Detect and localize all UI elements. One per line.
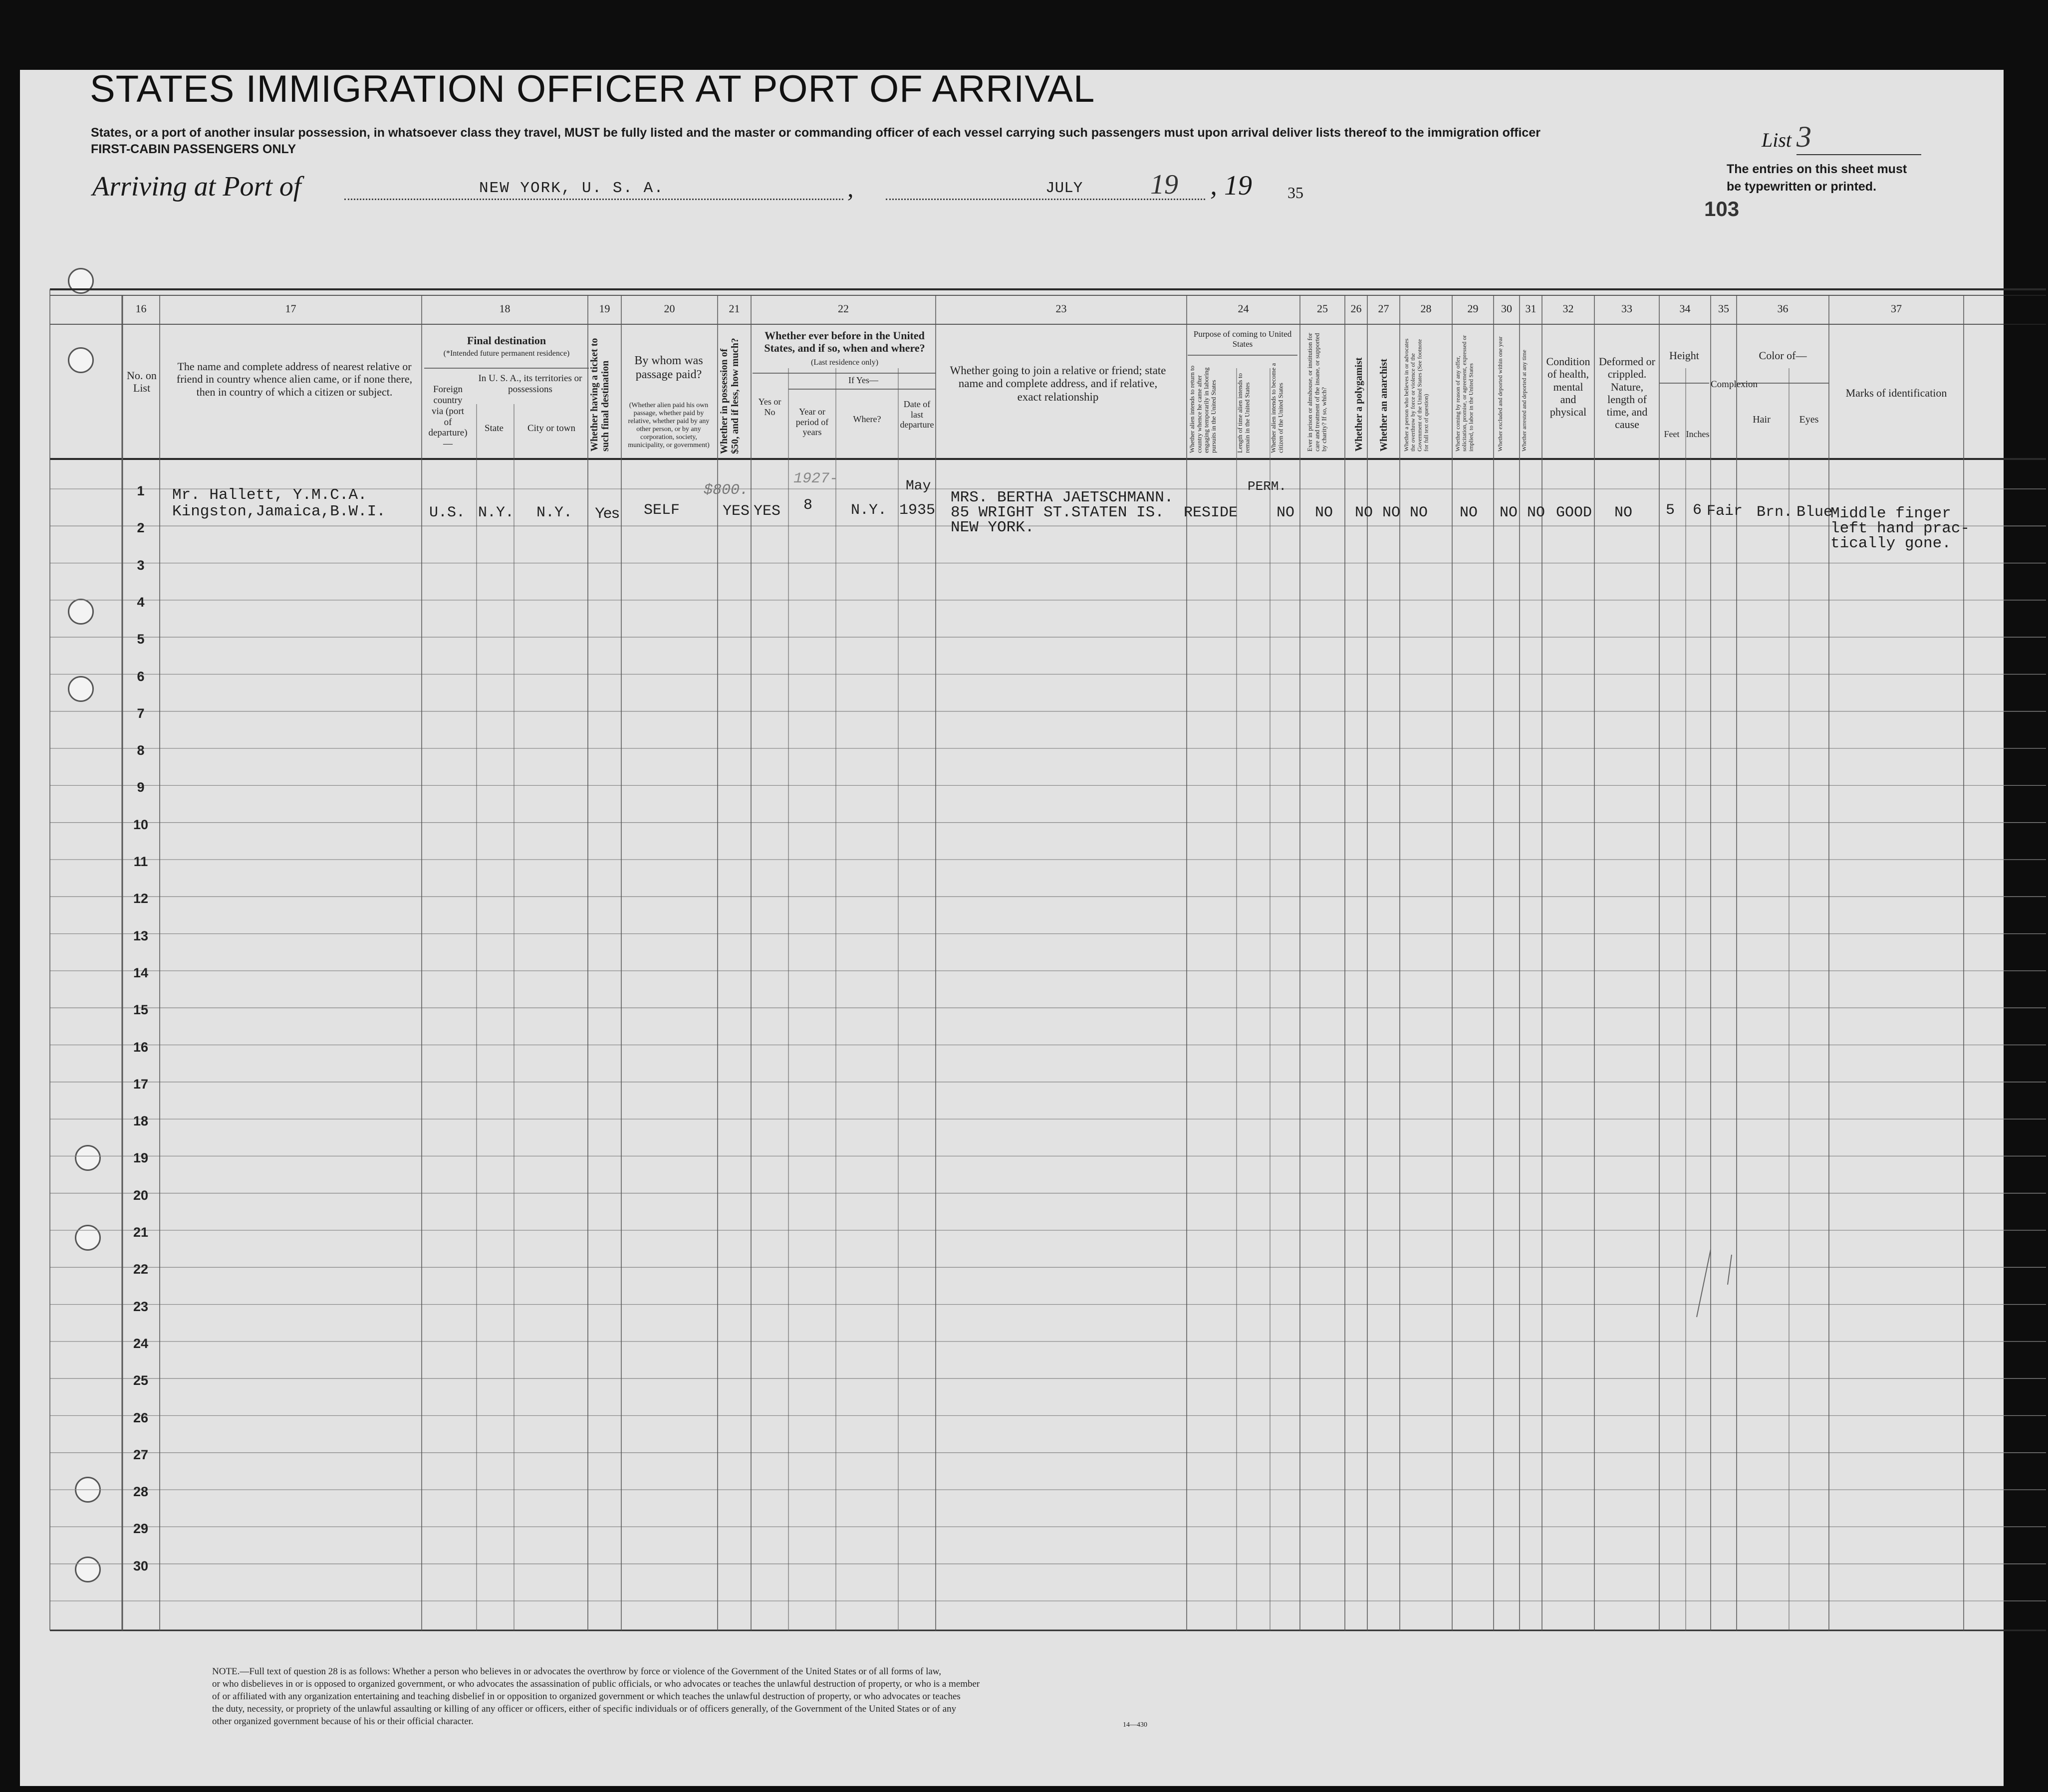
entry-address-2: Kingston,Jamaica,B.W.I. [172, 503, 386, 520]
col-37-heading: Marks of identification [1845, 387, 1947, 399]
row-number: 12 [133, 891, 149, 906]
month-value: JULY [1045, 180, 1083, 197]
entry-col-26: NO [1355, 504, 1373, 521]
row-number: 4 [137, 594, 145, 610]
col-18-heading: Final destination [467, 334, 546, 347]
row-number: 20 [133, 1187, 149, 1203]
row-number: 16 [133, 1039, 149, 1055]
column-number: 37 [1891, 302, 1902, 315]
column-number: 21 [729, 302, 740, 315]
col-36-heading: Color of— [1759, 349, 1807, 362]
col-26-heading: Whether a polygamist [1353, 357, 1364, 451]
row-number: 15 [133, 1002, 149, 1018]
col-22-heading: Whether ever before in the United States, and if so, when and where? [764, 329, 925, 355]
col-23-heading: Whether going to join a relative or friend; state name and complete address, and if relative, exact relationship [950, 364, 1166, 403]
col-24a-heading: Whether alien intends to return to country whence he came after engaging temporarily in laboring pursuits in the United States [1188, 365, 1217, 453]
col-18-foreign-heading: Foreign country via (port of departure)— [428, 384, 468, 449]
col-36-eyes: Eyes [1799, 414, 1819, 425]
instructions-text: States, or a port of another insular possession, in whatsoever class they travel, MUST be fully listed and the master or commanding officer of each vessel carrying such passengers must upon arrival deliver lists thereof to the immigration officer [91, 126, 1540, 140]
row-number: 21 [133, 1225, 149, 1240]
column-number: 24 [1238, 302, 1249, 315]
col-32-heading: Condition of health, mental and physical [1546, 355, 1590, 419]
row-number: 11 [133, 854, 148, 869]
col-17-heading: The name and complete address of nearest relative or friend in country whence alien came, or if none there, then in country of which a citizen or subject. [176, 360, 413, 398]
column-number: 35 [1718, 302, 1729, 315]
column-number: 36 [1777, 302, 1789, 315]
row-number: 1 [137, 483, 145, 498]
list-number: 3 [1796, 120, 1921, 155]
col-29-heading: Whether coming by reason of any offer, solicitation, promise, or agreement, expressed or implied, to labor in the United States [1454, 335, 1475, 451]
col-18-state-heading: State [485, 423, 504, 434]
entry-ticket: Yes [595, 505, 619, 521]
entry-departure-month: May [906, 478, 931, 494]
row-number: 27 [133, 1447, 149, 1462]
row-number: 17 [133, 1076, 149, 1092]
entry-feet: 5 [1666, 502, 1675, 519]
column-number: 29 [1467, 302, 1479, 315]
col-22-ifyes: If Yes— [848, 375, 878, 385]
row-number: 19 [133, 1150, 149, 1166]
entry-before-us: YES [754, 503, 781, 520]
row-number: 10 [133, 817, 149, 832]
col-34-inches: Inches [1686, 429, 1710, 439]
col-19-heading: Whether having a ticket to such final destination [589, 338, 611, 451]
column-number: 31 [1525, 302, 1536, 315]
column-number: 23 [1055, 302, 1067, 315]
col-22-note: (Last residence only) [810, 358, 879, 367]
row-number: 9 [137, 780, 145, 795]
column-number: 17 [285, 302, 296, 315]
col-24b-heading: Length of time alien intends to remain in the United States [1236, 373, 1251, 453]
column-number: 22 [838, 302, 849, 315]
column-number: 30 [1501, 302, 1512, 315]
entry-hair: Brn. [1757, 504, 1793, 521]
entry-foreign-country: U.S. [429, 504, 466, 521]
row-number: 26 [133, 1410, 149, 1425]
port-value: NEW YORK, U. S. A. [479, 180, 664, 197]
row-number: 28 [133, 1484, 149, 1500]
day-value: 19 [1150, 169, 1178, 200]
col-28-heading: Whether a person who believes in or advocates the overthrow by force or violence of the Government of the United States (See footnote for full text of question) [1403, 338, 1430, 451]
col-18-usa-heading: In U. S. A., its territories or possessions [478, 373, 582, 395]
row-number: 2 [137, 520, 145, 536]
row-number: 25 [133, 1373, 149, 1388]
row-number: 8 [137, 743, 145, 758]
column-number: 20 [664, 302, 675, 315]
entry-relative-city: NEW YORK. [951, 519, 1034, 536]
col-20-note: (Whether alien paid his own passage, whether paid by relative, whether paid by any other person, or by any corporation, society, municipality, or government) [628, 402, 710, 449]
entry-complexion: Fair [1707, 503, 1743, 520]
entry-relative-name: MRS. BERTHA JAETSCHMANN. [951, 489, 1174, 506]
entry-col-27: NO [1382, 504, 1401, 521]
col-24-heading: Purpose of coming to United States [1193, 329, 1292, 349]
col-34-heading: Height [1669, 349, 1699, 362]
col-20-heading: By whom was passage paid? [634, 354, 703, 381]
row-number: 3 [137, 557, 145, 573]
entry-relative-address: 85 WRIGHT ST.STATEN IS. [951, 504, 1164, 521]
typewritten-instruction: The entries on this sheet must be typewritten or printed. [1727, 162, 1907, 194]
col-16-heading: No. on List [127, 369, 157, 395]
list-label: List 3 [1762, 120, 1921, 155]
col-22-where: Where? [853, 414, 881, 424]
entry-departure-year: 1935 [899, 502, 936, 519]
entry-col-31: NO [1527, 504, 1545, 521]
form-number: 14—430 [1123, 1721, 1147, 1729]
entry-money-annotation: $800. [704, 482, 749, 499]
comma: , [847, 174, 854, 202]
col-35-heading: Complexion [1711, 379, 1758, 390]
entry-inches: 6 [1693, 502, 1702, 519]
entry-city: N.Y. [536, 504, 573, 521]
entry-money: YES [723, 503, 750, 520]
entry-health: GOOD [1556, 504, 1592, 521]
col-31-heading: Whether arrested and deported at any time [1521, 350, 1528, 451]
entry-passage-paid: SELF [644, 502, 680, 519]
entry-purpose-reside: RESIDE [1184, 504, 1238, 521]
row-number: 22 [133, 1262, 149, 1277]
column-number: 34 [1679, 302, 1691, 315]
col-22-yesno: Yes or No [758, 397, 781, 417]
row-number: 7 [137, 705, 145, 721]
col-18-subheading: (*Intended future permanent residence) [443, 349, 570, 358]
footnote: NOTE.—Full text of question 28 is as follows: Whether a person who believes in or advocates the overthrow by force or violence of the Government of the United States or of all forms of law, or who disbelieves in or is opposed to organized government, or who advocates the assassination of public officials, or who advocates or teaches the unlawful destruction of property, or who is a member of or affiliated with any organization entertaining and teaching disbelief in or opposition to organized government or which teaches the unlawful destruction of property, or who advocates or teaches the duty, necessity, or propriety of the unlawful assaulting or killing of any officer or officers, either of specific individuals or of officers generally, of the Government of the United States or of any other organized government because of his or their official character. [212, 1666, 980, 1727]
column-number: 19 [599, 302, 610, 315]
entry-col-28: NO [1410, 504, 1428, 521]
col-24c-heading: Whether alien intends to become a citizen of the United States [1270, 363, 1284, 453]
entry-year-annotation: 1927- [793, 470, 839, 487]
col-25-heading: Ever in prison or almshouse, or institution for care and treatment of the insane, or supported by charity? If so, which? [1306, 333, 1328, 451]
row-number: 18 [133, 1114, 149, 1129]
sheet-number: 103 [1704, 197, 1740, 221]
column-number: 18 [499, 302, 511, 315]
entry-col-25: NO [1315, 504, 1333, 521]
column-number: 32 [1562, 302, 1574, 315]
row-number: 23 [133, 1299, 149, 1314]
col-27-heading: Whether an anarchist [1378, 359, 1389, 451]
class-label: FIRST-CABIN PASSENGERS ONLY [91, 142, 296, 156]
year-suffix: 35 [1287, 184, 1303, 202]
column-number: 28 [1420, 302, 1432, 315]
entry-purpose-perm: PERM. [1248, 479, 1287, 494]
entry-deformed: NO [1614, 504, 1633, 521]
entry-marks-1: Middle finger [1830, 505, 1951, 522]
row-number: 13 [133, 928, 149, 943]
column-number: 16 [135, 302, 147, 315]
col-18-city-heading: City or town [527, 423, 576, 434]
entry-col-30: NO [1500, 504, 1518, 521]
col-36-hair: Hair [1753, 414, 1771, 425]
row-number: 5 [137, 632, 145, 647]
arriving-at-port-label: Arriving at Port of [92, 171, 301, 202]
entry-eyes: Blue [1796, 504, 1833, 521]
page-title: STATES IMMIGRATION OFFICER AT PORT OF ARRIVAL [90, 68, 1095, 110]
row-number: 30 [133, 1558, 149, 1573]
entry-col-29: NO [1460, 504, 1478, 521]
column-number: 26 [1350, 302, 1362, 315]
row-number: 14 [133, 965, 149, 980]
col-34-feet: Feet [1664, 429, 1680, 439]
col-30-heading: Whether excluded and deported within one year [1497, 336, 1504, 451]
entry-address-1: Mr. Hallett, Y.M.C.A. [172, 486, 367, 504]
column-number: 27 [1378, 302, 1389, 315]
col-22-date: Date of last departure [900, 399, 934, 430]
entry-marks-2: left hand prac- [1830, 520, 1970, 537]
entry-state: N.Y. [478, 504, 514, 521]
row-number: 24 [133, 1336, 149, 1351]
entry-col-24c: NO [1277, 504, 1295, 521]
col-22-years: Year or period of years [795, 407, 829, 438]
col-33-heading: Deformed or crippled. Nature, length of time, and cause [1598, 355, 1655, 431]
year-prefix: , 19 [1210, 170, 1252, 201]
col-21-heading: Whether in possession of $50, and if less, how much? [719, 338, 741, 454]
entry-where: N.Y. [851, 502, 887, 519]
row-number: 29 [133, 1521, 149, 1537]
entry-years: 8 [803, 497, 813, 514]
column-number: 25 [1317, 302, 1328, 315]
column-number: 33 [1621, 302, 1632, 315]
entry-marks-3: tically gone. [1830, 535, 1951, 552]
row-number: 6 [137, 669, 145, 684]
